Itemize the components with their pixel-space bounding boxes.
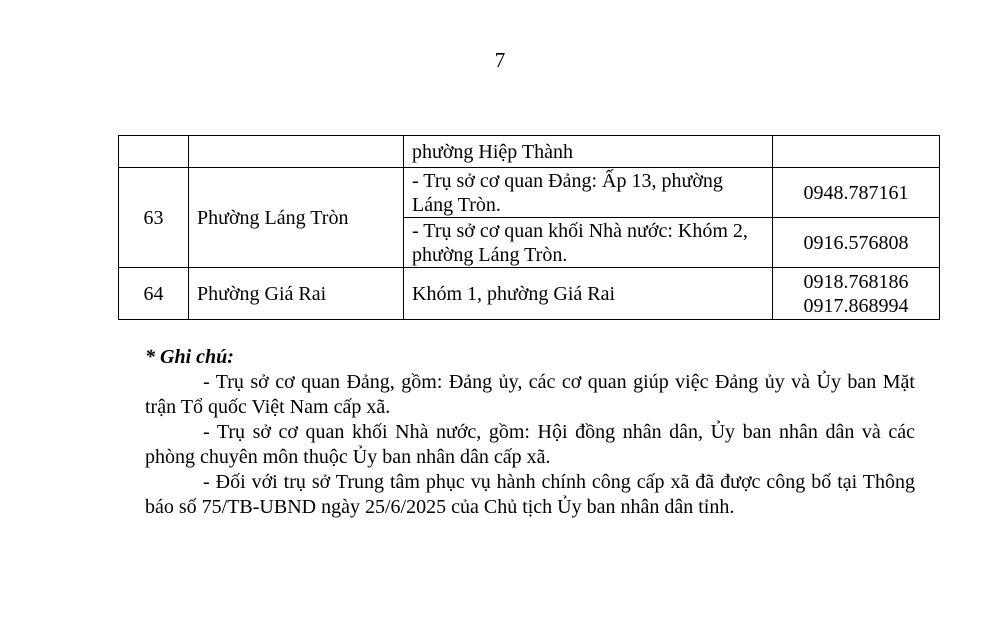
table-row [119,168,940,218]
phone-cell: 0948.787161 [773,168,940,218]
address-cell: - Trụ sở cơ quan khối Nhà nước: Khóm 2, phường Láng Tròn. [404,218,773,268]
row-number: 63 [119,168,189,268]
notes-section [145,345,915,520]
address-cell: phường Hiệp Thành [404,136,773,168]
phone-number: 0918.768186 [803,270,909,293]
phone-cell [773,136,940,168]
note-item: - Trụ sở cơ quan khối Nhà nước, gồm: Hội đồng nhân dân, Ủy ban nhân dân và các phòng chuyên môn thuộc Ủy ban nhân dân cấp xã. [145,421,915,468]
ward-name [189,136,404,168]
address-cell: Khóm 1, phường Giá Rai [404,268,773,320]
ward-name: Phường Giá Rai [189,268,404,320]
table-row [119,268,940,320]
note-item: - Đối với trụ sở Trung tâm phục vụ hành chính công cấp xã đã được công bố tại Thông báo số 75/TB-UBND ngày 25/6/2025 của Chủ tịch Ủy ban nhân dân tỉnh. [145,471,915,518]
ward-name: Phường Láng Tròn [189,168,404,268]
row-number: 64 [119,268,189,320]
phone-number: 0917.868994 [803,294,909,317]
office-table [118,135,940,320]
address-cell: - Trụ sở cơ quan Đảng: Ấp 13, phường Láng Tròn. [404,168,773,218]
phone-cell [773,268,940,320]
note-item: - Trụ sở cơ quan Đảng, gồm: Đảng ủy, các cơ quan giúp việc Đảng ủy và Ủy ban Mặt trận Tổ quốc Việt Nam cấp xã. [145,371,915,418]
notes-title: * Ghi chú: [145,346,234,368]
table-row [119,136,940,168]
row-number [119,136,189,168]
page-number: 7 [494,48,506,72]
phone-cell: 0916.576808 [773,218,940,268]
